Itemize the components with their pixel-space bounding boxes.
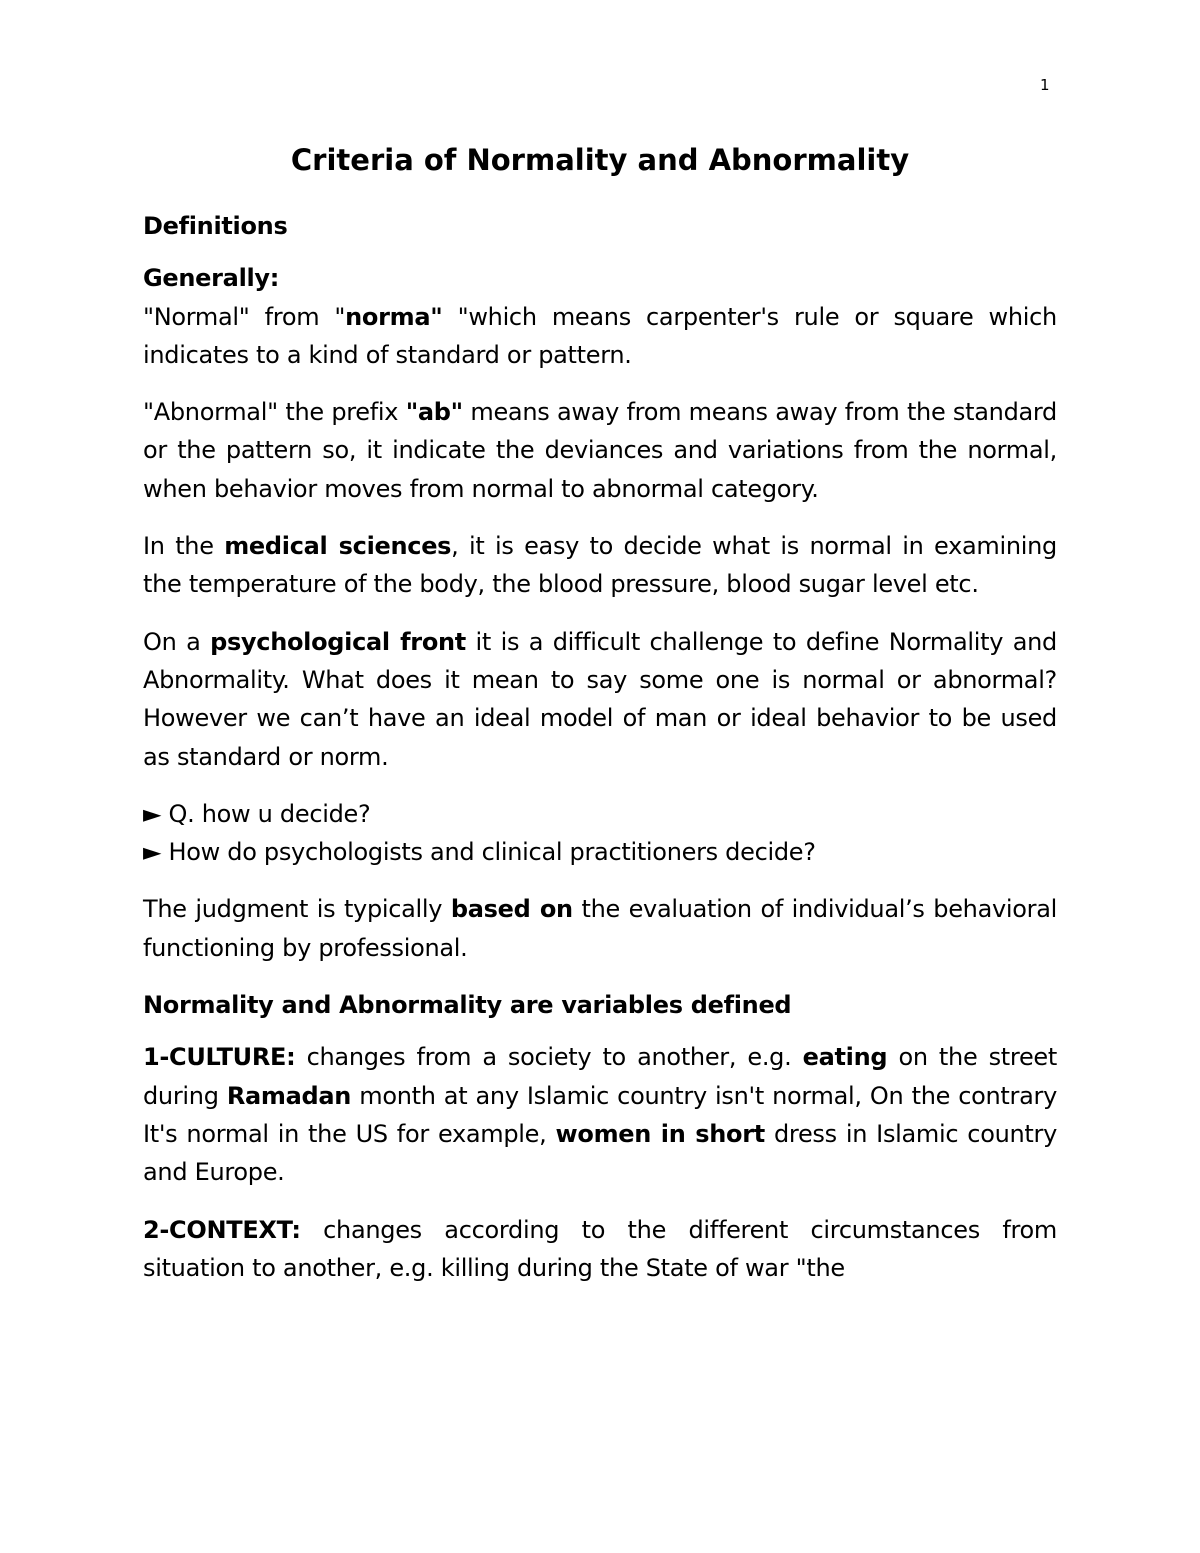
question-list	[143, 795, 1057, 872]
text-run: , it is easy to decide what is normal in examining the temperature of the body, the blood pressure, blood sugar level etc.	[143, 532, 1057, 599]
bold-term: psychological front	[210, 627, 466, 656]
bold-term: norma"	[345, 302, 443, 331]
text-run: on the street during	[143, 1043, 1057, 1110]
bold-term: women in short	[555, 1119, 765, 1148]
text-run: changes from a society to another, e.g.	[295, 1043, 803, 1072]
text-run: changes according to the different circumstances from situation to another, e.g. killing during the State of war "the	[143, 1215, 1057, 1282]
document-body	[143, 140, 1057, 1287]
context-paragraph	[143, 1211, 1057, 1288]
text-run: dress in Islamic country and Europe.	[143, 1119, 1057, 1187]
culture-paragraph	[143, 1038, 1057, 1191]
abnormal-definition-paragraph	[143, 393, 1057, 508]
normal-definition-paragraph	[143, 298, 1057, 375]
medical-sciences-paragraph	[143, 527, 1057, 604]
generally-heading: Generally:	[143, 264, 280, 293]
bold-term: medical sciences	[224, 532, 452, 561]
bold-term: Ramadan	[226, 1081, 352, 1110]
definitions-heading: Definitions	[143, 212, 288, 240]
text-run: means away from means away from the standard or the pattern so, it indicate the deviances and variations from the normal, when behavior moves from normal to abnormal category.	[143, 398, 1057, 503]
text-run: the evaluation of individual’s behavioral functioning by professional.	[143, 895, 1057, 962]
culture-label: 1-CULTURE:	[143, 1043, 296, 1072]
page-title: Criteria of Normality and Abnormality	[290, 143, 910, 177]
text-run: "Normal" from "	[143, 302, 346, 331]
context-label: 2-CONTEXT:	[143, 1215, 301, 1244]
text-run: In the	[143, 532, 225, 561]
bold-term: "ab"	[405, 398, 463, 427]
list-item: ► How do psychologists and clinical practitioners decide?	[143, 838, 816, 867]
text-run: "which means carpenter's rule or square which indicates to a kind of standard or pattern.	[143, 302, 1057, 369]
bold-term: based on	[450, 895, 573, 924]
text-run: On a	[143, 627, 211, 656]
variables-heading: Normality and Abnormality are variables defined	[143, 991, 792, 1020]
text-run: month at any Islamic country isn't normal, On the contrary It's normal in the US for example,	[143, 1081, 1057, 1148]
text-run: it is a difficult challenge to define Normality and Abnormality. What does it mean to say some one is normal or abnormal? However we can’t have an ideal model of man or ideal behavior to be used as standard or norm.	[143, 627, 1057, 771]
bold-term: eating	[802, 1043, 888, 1072]
text-run: The judgment is typically	[143, 895, 451, 924]
psychological-front-paragraph	[143, 623, 1057, 776]
judgment-paragraph	[143, 890, 1057, 967]
page-number: 1	[1040, 76, 1050, 94]
text-run: "Abnormal" the prefix	[143, 398, 406, 427]
list-item: ► Q. how u decide?	[143, 799, 371, 828]
